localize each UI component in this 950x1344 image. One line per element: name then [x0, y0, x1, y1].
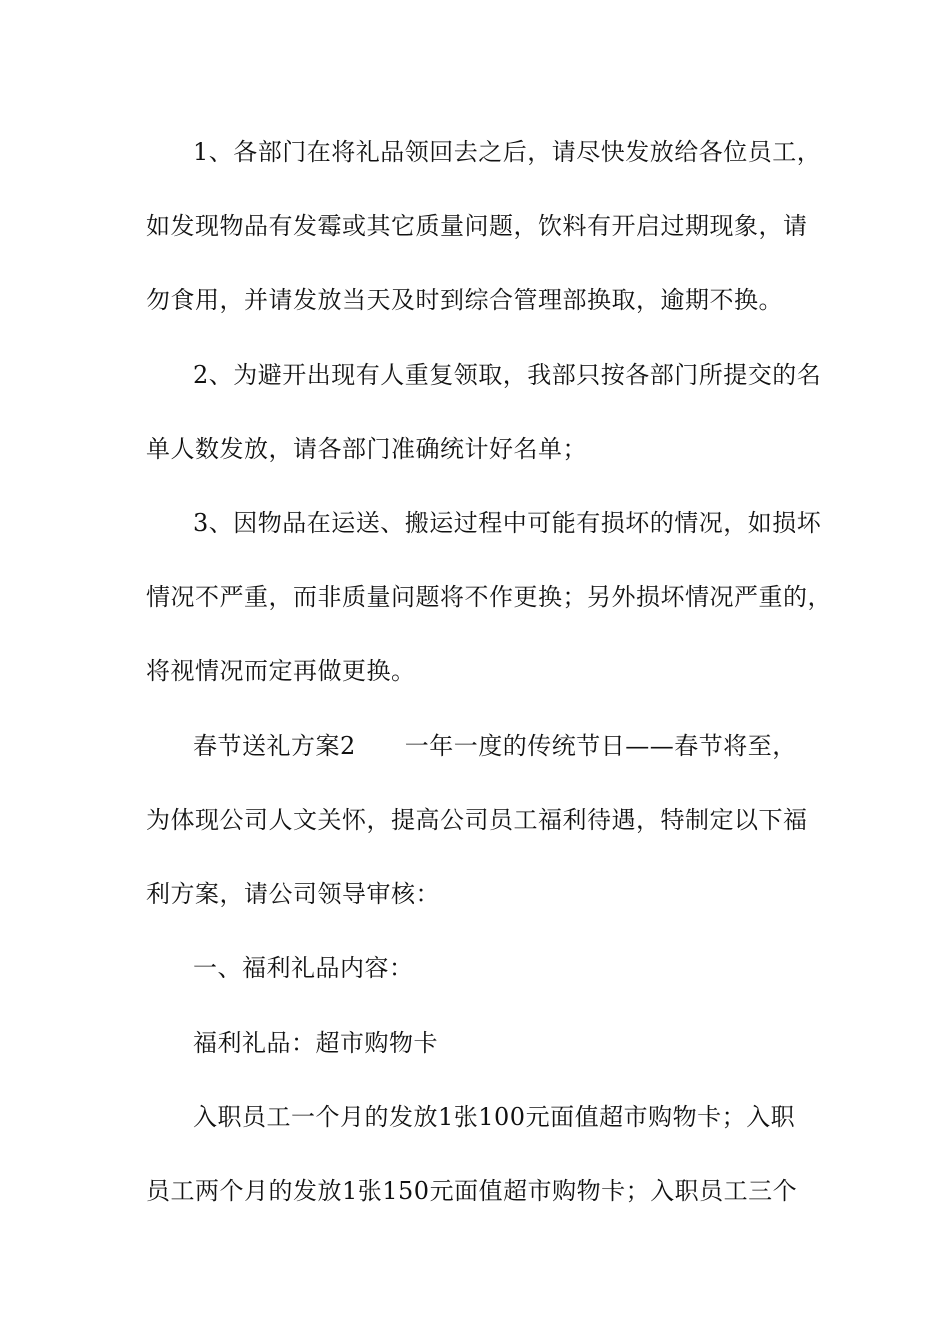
paragraph-1-line-3: 勿食用，并请发放当天及时到综合管理部换取，逾期不换。 — [146, 286, 783, 314]
paragraph-3-line-1: 3、因物品在运送、搬运过程中可能有损坏的情况，如损坏 — [193, 509, 822, 537]
paragraph-4-line-2: 为体现公司人文关怀，提高公司员工福利待遇，特制定以下福 — [146, 806, 808, 834]
paragraph-4-line-3: 利方案，请公司领导审核： — [146, 880, 440, 908]
gift-item-line: 福利礼品：超市购物卡 — [193, 1029, 438, 1057]
paragraph-1-line-2: 如发现物品有发霉或其它质量问题，饮料有开启过期现象，请 — [146, 212, 808, 240]
paragraph-5-line-1: 入职员工一个月的发放1张100元面值超市购物卡；入职 — [193, 1103, 796, 1131]
paragraph-1-line-1: 1、各部门在将礼品领回去之后，请尽快发放给各位员工， — [193, 138, 822, 166]
paragraph-2-line-1: 2、为避开出现有人重复领取，我部只按各部门所提交的名 — [193, 361, 822, 389]
paragraph-2-line-2: 单人数发放，请各部门准确统计好名单； — [146, 435, 587, 463]
paragraph-4-line-1: 春节送礼方案2 一年一度的传统节日——春节将至， — [193, 732, 797, 760]
paragraph-3-line-2: 情况不严重，而非质量问题将不作更换；另外损坏情况严重的， — [146, 583, 832, 611]
paragraph-3-line-3: 将视情况而定再做更换。 — [146, 657, 416, 685]
section-heading: 一、福利礼品内容： — [193, 954, 414, 982]
paragraph-5-line-2: 员工两个月的发放1张150元面值超市购物卡；入职员工三个 — [146, 1177, 798, 1205]
